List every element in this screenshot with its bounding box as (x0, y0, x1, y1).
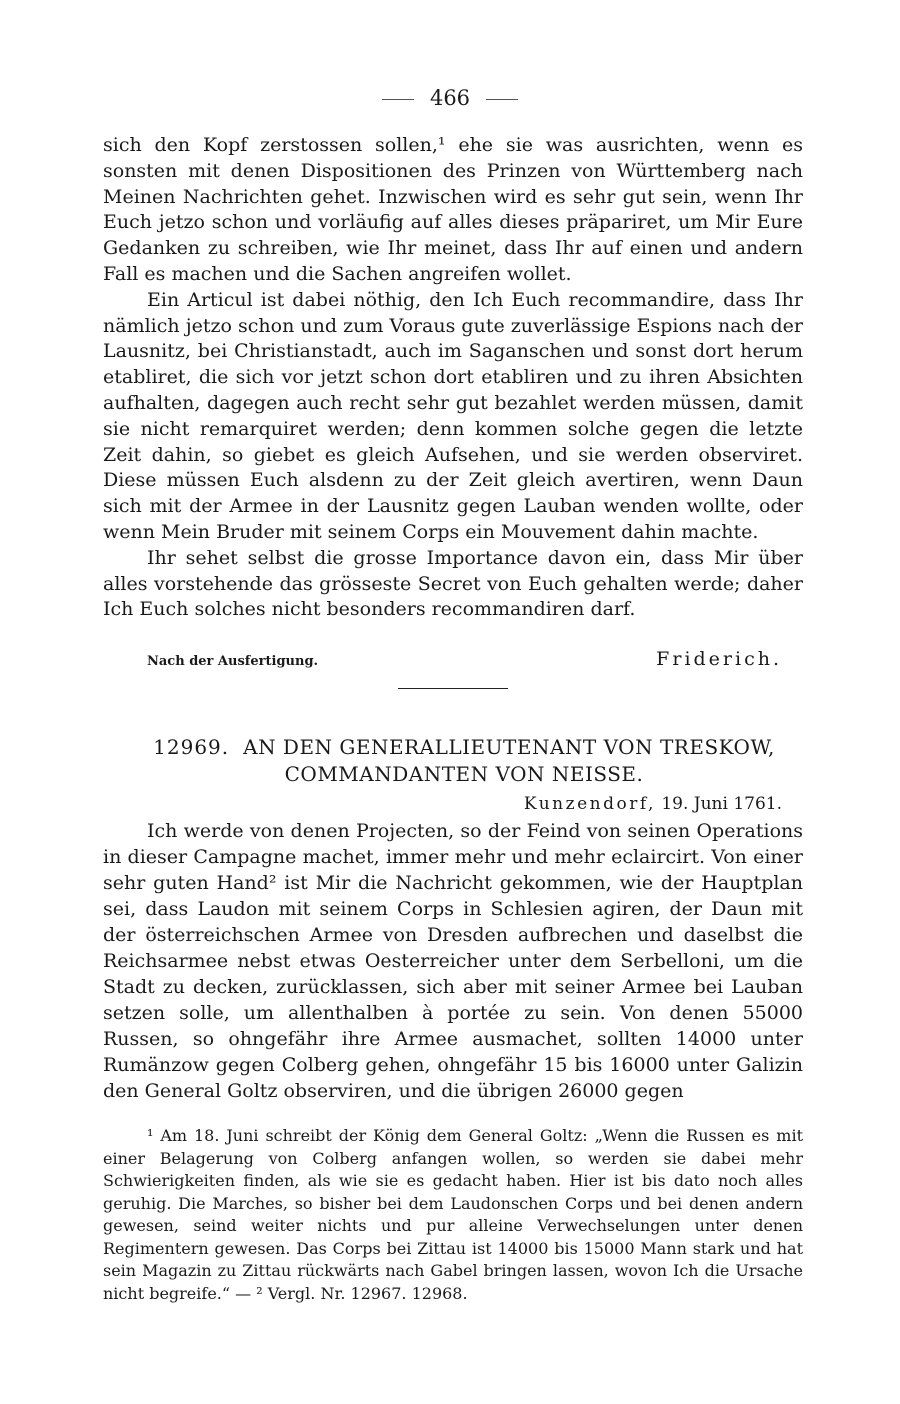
footnotes (103, 1125, 803, 1305)
letter-date: 19. Juni 1761. (661, 794, 782, 814)
header-rule-left (382, 99, 414, 100)
paragraph: Ein Articul ist dabei nöthig, den Ich Euch recommandire, dass Ihr nämlich jetzo schon und zum Voraus gute zuverlässige Espions nach der Lausnitz, bei Christianstadt, auch im Saganschen und sonst dort herum etabliret, die sich vor jetzt schon dort etabliren und zu ihren Absichten aufhalten, dagegen auch recht sehr gut bezahlet werden müssen, damit sie nicht remarquiret werden; denn kommen solche gegen die letzte Zeit dahin, so giebet es gleich Aufsehen, und sie werden observiret. Diese müssen Euch alsdenn zu der Zeit gleich avertiren, wenn Daun sich mit der Armee in der Lausnitz gegen Lauban wenden wollte, oder wenn Mein Bruder mit seinem Corps ein Mouvement dahin machte. (103, 288, 803, 543)
letter-title-line1: AN DEN GENERALLIEUTENANT VON TRESKOW, (243, 735, 775, 759)
letter-heading (124, 734, 804, 788)
letter-place: Kunzendorf, (523, 794, 656, 814)
paragraph: sich den Kopf zerstossen sollen,¹ ehe sie was ausrichten, wenn es sonsten mit denen Dispositionen des Prinzen von Württemberg nach Meinen Nachrichten gehet. Inzwischen wird es sehr gut sein, wenn Ihr Euch jetzo schon und vorläufig auf alles dieses präpariret, um Mir Eure Gedanken zu schreiben, wie Ihr meinet, dass Ihr auf einen und andern Fall es machen und die Sachen angreifen wollet. (103, 134, 803, 285)
section-divider (398, 688, 508, 689)
source-note: Nach der Ausfertigung. (147, 654, 319, 669)
letter-heading-line1 (124, 734, 804, 761)
footnote-text: ¹ Am 18. Juni schreibt der König dem General Goltz: „Wenn die Russen es mit einer Belagerung von Colberg anfangen wollen, so werden sie dabei mehr Schwierigkeiten finden, als wie sie es gedacht haben. Hier ist bis dato noch alles geruhig. Die Marches, so bisher bei dem Laudonschen Corps und bei denen andern gewesen, seind weiter nichts und pur alleine Verwechselungen unter denen Regimentern gewesen. Das Corps bei Zittau ist 14000 bis 15000 Mann stark und hat sein Magazin zu Zittau rückwärts nach Gabel bringen lassen, wovon Ich die Ursache nicht begreife.“ — ² Vergl. Nr. 12967. 12968. (103, 1126, 803, 1303)
signature: Friderich. (656, 648, 782, 670)
header-rule-right (486, 99, 518, 100)
closing-row (147, 648, 782, 670)
place-date (524, 794, 782, 814)
paragraph: Ich werde von denen Projecten, so der Feind von seinen Operations in dieser Campagne machet, immer mehr und mehr eclaircirt. Von einer sehr guten Hand² ist Mir die Nachricht gekommen, wie der Hauptplan sei, dass Laudon mit seinem Corps in Schlesien agiren, der Daun mit der österreichschen Armee von Dresden aufbrechen und daselbst die Reichsarmee nebst etwas Oesterreicher unter dem Serbelloni, um die Stadt zu decken, zurücklassen, sich aber mit seiner Armee bei Lauban setzen solle, um allenthalben à portée zu sein. Von denen 55000 Russen, so ohngefähr ihre Armee ausmachet, sollten 14000 unter Rumänzow gegen Colberg gehen, ohngefähr 15 bis 16000 unter Galizin den General Goltz observiren, und die übrigen 26000 gegen (103, 820, 803, 1102)
paragraph: Ihr sehet selbst die grosse Importance davon ein, dass Mir über alles vorstehende das grösseste Secret von Euch gehalten werde; daher Ich Euch solches nicht besonders recommandiren darf. (103, 546, 803, 621)
page-header (0, 86, 900, 110)
page-number: 466 (429, 86, 471, 110)
continued-letter-text (103, 133, 803, 623)
letter-body (103, 818, 803, 1104)
letter-title-line2: COMMANDANTEN VON NEISSE. (284, 762, 644, 786)
letter-number: 12969. (153, 735, 230, 759)
